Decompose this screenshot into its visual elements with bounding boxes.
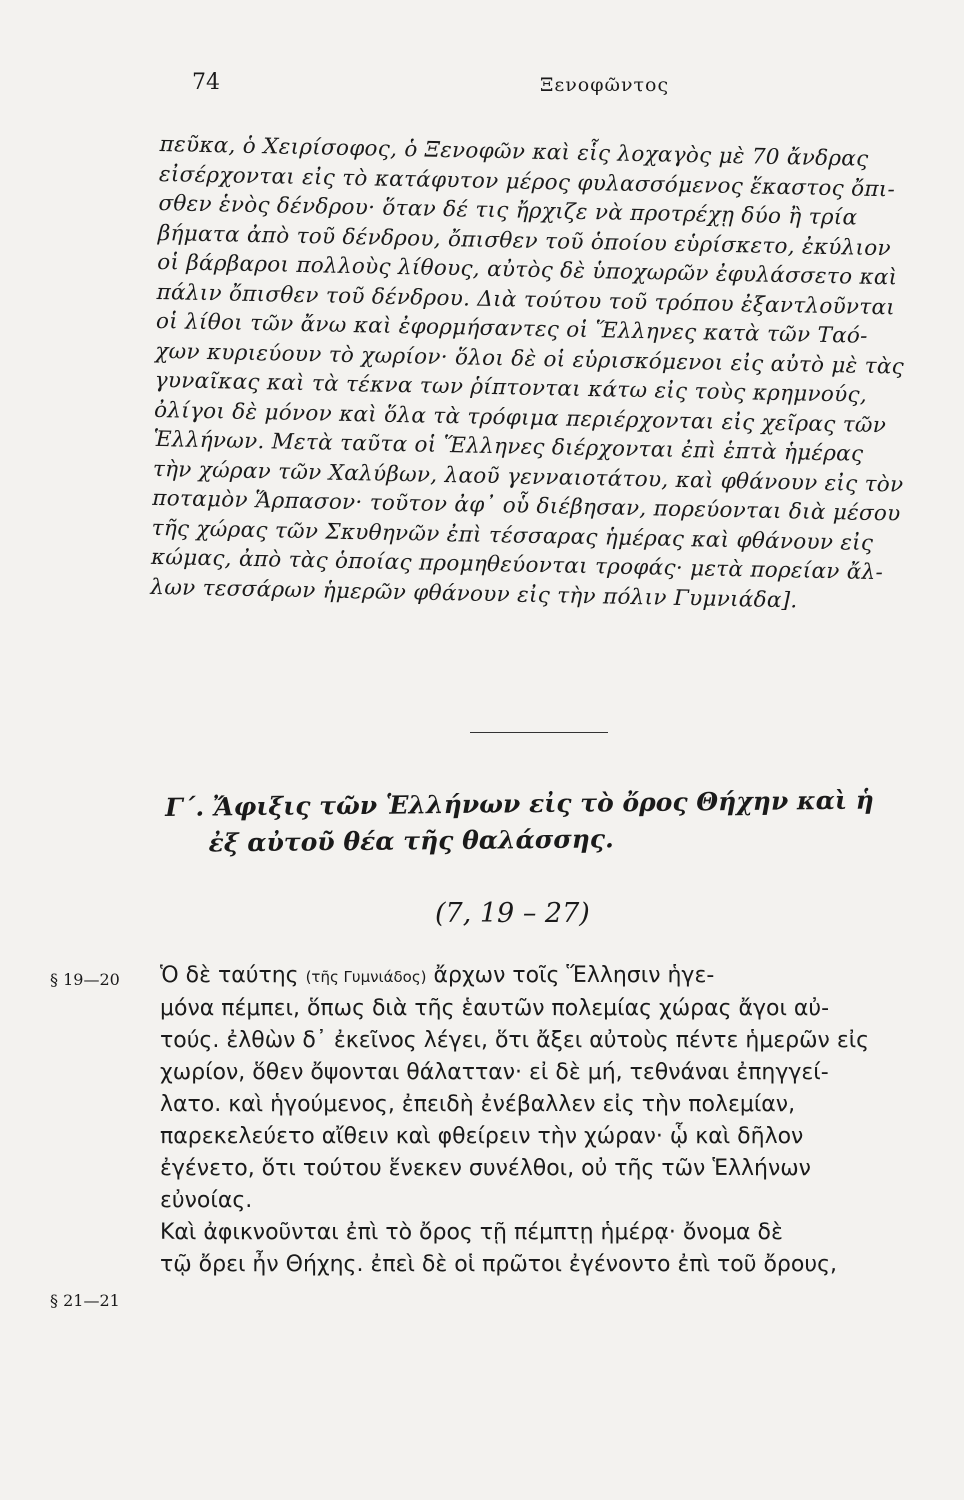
verse-range: (7, 19 – 27) <box>435 898 590 929</box>
text-line <box>160 960 940 993</box>
text-line: βήματα ἀπὸ τοῦ δένδρου, ὄπισθεν τοῦ ὁποίου εὑρίσκετο, ἐκύλιον <box>157 220 892 261</box>
running-head: Ξενοφῶντος <box>540 74 670 96</box>
margin-reference: § 21—21 <box>50 1291 120 1310</box>
text-line: Ἑλλήνων. Μετὰ ταῦτα οἱ Ἕλληνες διέρχονται ἐπὶ ἑπτὰ ἡμέρας <box>153 426 864 467</box>
text-line: οἱ λίθοι τῶν ἄνω καὶ ἐφορμήσαντες οἱ Ἕλληνες κατὰ τῶν Ταό- <box>155 308 869 349</box>
text-segment: Ὁ δὲ ταύτης <box>160 963 306 988</box>
page-header <box>0 70 964 100</box>
text-line: πεῦκα, ὁ Χειρίσοφος, ὁ Ξενοφῶν καὶ εἷς λοχαγὸς μὲ 70 ἄνδρας <box>159 131 869 172</box>
text-line: μόνα πέμπει, ὅπως διὰ τῆς ἑαυτῶν πολεμίας χώρας ἄγοι αὐ- <box>160 996 830 1021</box>
text-line: τῆς χώρας τῶν Σκυθηνῶν ἐπὶ τέσσαρας ἡμέρας καὶ φθάνουν εἰς <box>151 515 874 556</box>
text-line: τὴν χώραν τῶν Χαλύβων, λαοῦ γενναιοτάτου, καὶ φθάνουν εἰς τὸν <box>152 456 904 498</box>
original-text-passage <box>160 960 940 1281</box>
text-line: πάλιν ὄπισθεν τοῦ δένδρου. Διὰ τούτου τοῦ τρόπου ἐξαντλοῦνται <box>156 279 896 320</box>
text-line: τῷ ὄρει ἦν Θήχης. ἐπεὶ δὲ οἱ πρῶτοι ἐγένοντο ἐπὶ τοῦ ὄρους, <box>160 1252 837 1277</box>
heading-line: ἐξ αὐτοῦ θέα τῆς θαλάσσης. <box>208 824 614 858</box>
text-segment: ἄρχων τοῖς Ἕλλησιν ἡγε- <box>426 963 715 988</box>
text-line: χωρίον, ὅθεν ὄψονται θάλατταν· εἰ δὲ μή, τεθνάναι ἐπηγγεί- <box>160 1060 829 1085</box>
text-line: γυναῖκας καὶ τὰ τέκνα των ῥίπτονται κάτω εἰς τοὺς κρημνούς, <box>154 367 868 408</box>
text-line: εὐνοίας. <box>160 1188 253 1213</box>
text-line: χων κυριεύουν τὸ χωρίον· ὅλοι δὲ οἱ εὑρισκόμενοι εἰς αὐτὸ μὲ τὰς <box>155 338 905 380</box>
section-divider <box>470 732 608 733</box>
text-line: παρεκελεύετο αἴθειν καὶ φθείρειν τὴν χώραν· ᾧ καὶ δῆλον <box>160 1124 804 1149</box>
section-heading <box>165 782 926 862</box>
text-line: σθεν ἑνὸς δένδρου· ὅταν δέ τις ἤρχιζε νὰ προτρέχῃ δύο ἢ τρία <box>158 190 858 231</box>
text-line: λων τεσσάρων ἡμερῶν φθάνουν εἰς τὴν πόλιν Γυμνιάδα]. <box>150 574 798 613</box>
text-line: ἐγένετο, ὅτι τούτου ἕνεκεν συνέλθοι, οὐ τῆς τῶν Ἑλλήνων <box>160 1156 811 1181</box>
text-line: τούς. ἐλθὼν δ᾽ ἐκεῖνος λέγει, ὅτι ἄξει αὐτοὺς πέντε ἡμερῶν εἰς <box>160 1028 870 1053</box>
text-line: εἰσέρχονται εἰς τὸ κατάφυτον μέρος φυλασσόμενος ἕκαστος ὄπι- <box>158 161 896 202</box>
text-line: ὀλίγοι δὲ μόνον καὶ ὅλα τὰ τρόφιμα περιέρχονται εἰς χεῖρας τῶν <box>153 397 887 438</box>
text-line: λατο. καὶ ἡγούμενος, ἐπειδὴ ἐνέβαλλεν εἰς τὴν πολεμίαν, <box>160 1092 796 1117</box>
heading-line: Γ΄. Ἄφιξις τῶν Ἑλλήνων εἰς τὸ ὄρος Θήχην καὶ ἡ <box>165 785 875 822</box>
summary-passage <box>150 130 940 618</box>
text-line: Καὶ ἀφικνοῦνται ἐπὶ τὸ ὄρος τῇ πέμπτῃ ἡμέρᾳ· ὄνομα δὲ <box>160 1220 783 1245</box>
parenthetical-note: (τῆς Γυμνιάδος) <box>305 968 427 986</box>
page-number: 74 <box>192 70 220 95</box>
text-line: ποταμὸν Ἅρπασον· τοῦτον ἀφ᾽ οὗ διέβησαν, πορεύονται διὰ μέσου <box>152 485 901 527</box>
text-line: κώμας, ἀπὸ τὰς ὁποίας προμηθεύονται τροφάς· μετὰ πορείαν ἄλ- <box>150 544 884 586</box>
text-line: οἱ βάρβαροι πολλοὺς λίθους, αὐτὸς δὲ ὑποχωρῶν ἐφυλάσσετο καὶ <box>156 249 898 291</box>
margin-reference: § 19—20 <box>50 970 120 989</box>
